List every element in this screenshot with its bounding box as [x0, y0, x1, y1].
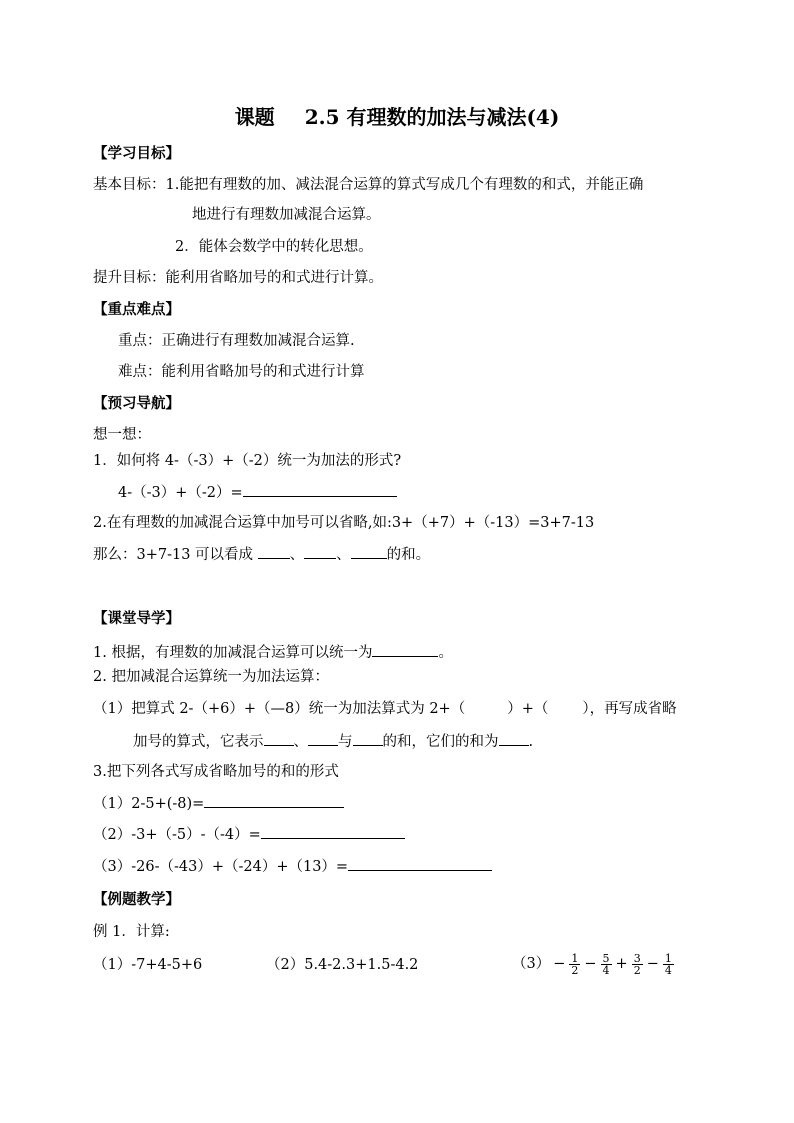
course-label: 课题 — [234, 105, 275, 129]
preview-header: 【预习导航】 — [93, 395, 180, 412]
preview-q1-expr — [118, 482, 397, 503]
l3b-text4: 的和，它们的和为 — [382, 734, 499, 750]
numerator: 1 — [664, 951, 672, 965]
answer-blank[interactable] — [351, 544, 387, 559]
numerator: 1 — [571, 951, 579, 965]
fraction — [663, 953, 674, 976]
keypoints-header: 【重点难点】 — [93, 301, 180, 318]
example-1-label: 例 1．计算: — [93, 924, 170, 940]
basic-objective-1b: 地进行有理数加减混合运算。 — [192, 207, 381, 223]
answer-blank[interactable] — [499, 731, 529, 746]
answer-blank[interactable] — [348, 856, 492, 871]
exercise-1 — [93, 793, 344, 814]
answer-blank[interactable] — [304, 544, 336, 559]
separator: 、 — [293, 734, 308, 750]
separator: 、 — [336, 547, 351, 563]
difficult-point: 难点：能利用省略加号的和式进行计算 — [118, 364, 365, 380]
denominator: 2 — [571, 963, 579, 977]
example-1-part-2: （2）5.4-2.3+1.5-4.2 — [266, 957, 419, 973]
exercise-2-text: （2）-3+（-5）-（-4）= — [93, 827, 261, 843]
examples-header: 【例题教学】 — [93, 891, 180, 908]
think-label: 想一想： — [93, 427, 151, 443]
fraction — [601, 953, 612, 976]
classroom-l3a — [93, 699, 677, 719]
q2b-text: 那么：3+7-13 可以看成 — [93, 547, 258, 563]
denominator: 4 — [664, 963, 672, 977]
answer-blank[interactable] — [264, 731, 294, 746]
plus-sign: + — [615, 956, 628, 972]
classroom-header: 【课堂导学】 — [93, 610, 180, 627]
page-title — [0, 103, 794, 131]
l3a-text3: ），再写成省略 — [582, 701, 677, 717]
exercise-2 — [93, 824, 405, 845]
fraction — [569, 953, 580, 976]
minus-sign: − — [646, 956, 659, 972]
exercise-3 — [93, 856, 492, 877]
classroom-l2: 2. 把加减混合运算统一为加法运算： — [93, 669, 329, 685]
minus-sign: − — [553, 956, 566, 972]
example-1-part-3 — [512, 951, 675, 977]
exercise-1-text: （1）2-5+(-8)= — [93, 796, 205, 812]
classroom-l1 — [93, 642, 453, 663]
basic-objective-1 — [93, 175, 643, 195]
objectives-header: 【学习目标】 — [93, 145, 180, 162]
answer-blank[interactable] — [243, 482, 397, 497]
q2b-suffix: 的和。 — [386, 547, 431, 563]
l3b-text: 加号的算式，它表示 — [133, 734, 264, 750]
lesson-title: 2.5 有理数的加法与减法(4) — [304, 105, 560, 129]
q1-expression: 4-（-3）+（-2）= — [118, 485, 243, 501]
fraction — [632, 953, 643, 976]
part-3-label: （3） — [512, 956, 551, 972]
l1-text: 1. 根据，有理数的加减混合运算可以统一为 — [93, 645, 373, 661]
example-1-part-1: （1）-7+4-5+6 — [93, 957, 203, 973]
key-point: 重点：正确进行有理数加减混合运算. — [118, 333, 355, 349]
basic-label: 基本目标： — [93, 177, 166, 193]
l3b-and: 与 — [338, 734, 353, 750]
minus-sign: − — [584, 956, 597, 972]
answer-blank[interactable] — [261, 824, 405, 839]
basic-objective-2: 2．能体会数学中的转化思想。 — [175, 239, 373, 255]
classroom-l3b — [133, 731, 533, 752]
classroom-l4: 3.把下列各式写成省略加号的和的形式 — [93, 764, 339, 780]
numerator: 3 — [633, 951, 641, 965]
denominator: 4 — [602, 963, 610, 977]
advanced-objective: 提升目标：能利用省略加号的和式进行计算。 — [93, 270, 383, 286]
l3b-period: . — [528, 734, 534, 750]
preview-q2b — [93, 544, 430, 565]
preview-q2: 2.在有理数的加减混合运算中加号可以省略,如:3+（+7）+（-13）=3+7-13 — [93, 515, 595, 531]
separator: 、 — [289, 547, 305, 563]
exercise-3-text: （3）-26-（-43）+（-24）+（13）= — [93, 859, 349, 875]
answer-blank[interactable] — [308, 731, 338, 746]
answer-blank[interactable] — [372, 642, 438, 657]
l3a-text2: ）+（ — [507, 701, 549, 717]
l1-suffix: 。 — [438, 645, 453, 661]
l3a-text: （1）把算式 2-（+6）+（—8）统一为加法算式为 2+（ — [93, 701, 466, 717]
answer-blank[interactable] — [353, 731, 383, 746]
preview-q1: 1．如何将 4-（-3）+（-2）统一为加法的形式? — [93, 453, 402, 469]
answer-blank[interactable] — [258, 544, 290, 559]
numerator: 5 — [602, 951, 610, 965]
answer-blank[interactable] — [204, 793, 344, 808]
denominator: 2 — [633, 963, 641, 977]
basic-objective-1a: 1.能把有理数的加、减法混合运算的算式写成几个有理数的和式，并能正确 — [165, 177, 644, 193]
